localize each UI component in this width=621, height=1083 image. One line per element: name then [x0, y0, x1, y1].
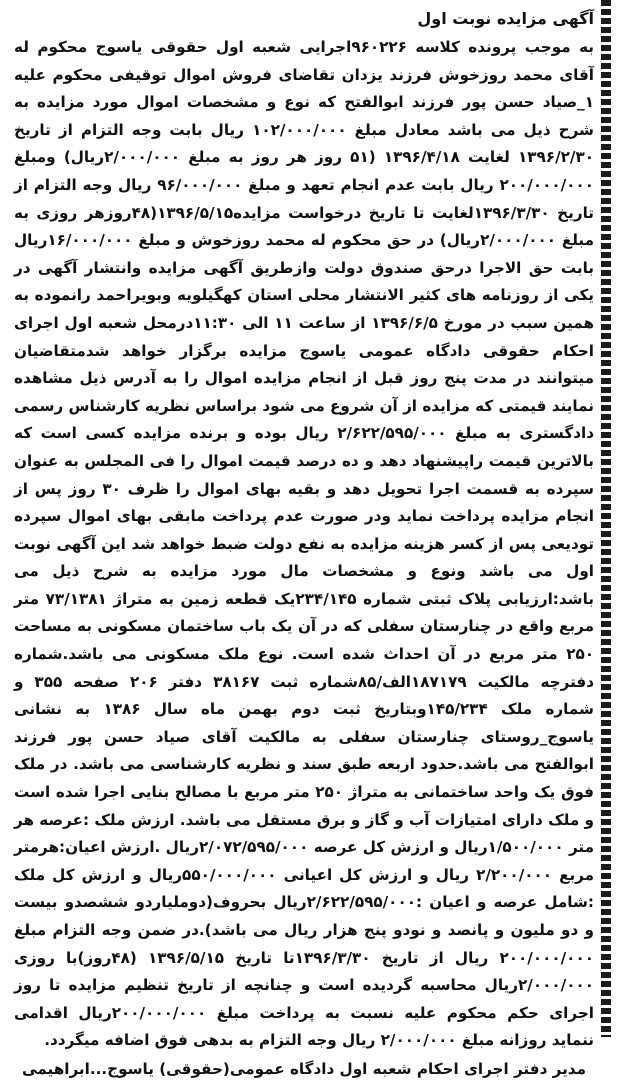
auction-notice — [14, 4, 595, 1078]
notice-body: به موجب پرونده کلاسه ۹۶۰۲۲۶اجرایی شعبه اول حقوقی یاسوج محکوم له آقای محمد روزخوش فرزند یزدان تقاضای فروش اموال توقیفی محکوم علیه ۱_صیاد حسن پور فرزند ابوالفتح که نوع و مشخصات اموال مورد مزایده به شرح ذیل می باشد معادل مبلغ ۱۰۲/۰۰۰/۰۰۰ ریال بابت وجه التزام از تاریخ ۱۳۹۶/۲/۳۰ لغایت ۱۳۹۶/۴/۱۸ (۵۱ روز هر روز به مبلغ ۲/۰۰۰/۰۰۰ریال) ومبلغ ۲۰۰/۰۰۰/۰۰۰ ریال بابت عدم انجام تعهد و مبلغ ۹۶/۰۰۰/۰۰۰ ریال وجه التزام از تاریخ ۱۳۹۶/۳/۳۰لغایت تا تاریخ درخواست مزایده۱۳۹۶/۵/۱۵(۴۸روزهر روزی به مبلغ ۲/۰۰۰/۰۰۰ریال) در حق محکوم له محمد روزخوش و مبلغ ۱۶/۰۰۰/۰۰۰ریال بابت حق الاجرا درحق صندوق دولت وازطریق آگهی مزایده وانتشار آگهی در یکی از روزنامه های کثیر الانتشار محلی استان کهگیلویه وبویراحمد رانموده به همین سبب در مورخ ۱۳۹۶/۶/۵ از ساعت ۱۱ الی ۱۱:۳۰درمحل شعبه اول اجرای احکام حقوقی دادگاه عمومی یاسوج مزایده برگزار خواهد شدمتقاضیان میتوانند در مدت پنج روز قبل از انجام مزایده اموال را به آدرس ذیل مشاهده نمایند قیمتی که مزایده از آن شروع می شود براساس نظریه کارشناس رسمی دادگستری به مبلغ ۲/۶۲۲/۵۹۵/۰۰۰ ریال بوده و برنده مزایده کسی است که بالاترین قیمت راپیشنهاد دهد و ده درصد قیمت اموال را فی المجلس به عنوان سپرده به قسمت اجرا تحویل دهد و بقیه بهای اموال را ظرف ۳۰ روز پس از انجام مزایده پرداخت نماید ودر صورت عدم پرداخت مابقی بهای اموال سپرده تودیعی پس از کسر هزینه مزایده به نفع دولت ضبط خواهد شد این آگهی نوبت اول می باشد ونوع و مشخصات مال مورد مزایده به شرح ذیل می باشد:ارزیابی پلاک ثبتی شماره ۲۳۴/۱۴۵یک قطعه زمین به متراژ ۷۳/۱۳۸۱ متر مربع واقع در چنارستان سفلی که در آن یک باب ساختمان مسکونی به مساحت ۲۵۰ متر مربع در آن احداث شده است. نوع ملک مسکونی می باشد.شماره دفترچه مالکیت ۱۸۷۱۷۹الف/۸۵شماره ثبت ۳۸۱۶۷ دفتر ۲۰۶ صفحه ۳۵۵ و شماره ملک ۱۴۵/۲۳۴وبتاریخ ثبت دوم بهمن ماه سال ۱۳۸۶ به نشانی یاسوج_روستای چنارستان سفلی به مالکیت آقای صیاد حسن پور فرزند ابوالفتح می باشد.حدود اربعه طبق سند و نظریه کارشناسی می باشد. در ملک فوق یک واحد ساختمانی به متراژ ۲۵۰ متر مربع با مصالح بنایی اجرا شده است و ملک دارای امتیازات آب و گاز و برق مستقل می باشد. ارزش ملک :عرصه هر متر ۱/۵۰۰/۰۰۰ریال و ارزش کل عرصه ۲/۰۷۲/۵۹۵/۰۰۰ریال .ارزش اعیان:هرمتر مربع ۲/۲۰۰/۰۰۰ ریال و ارزش کل اعیانی ۵۵۰/۰۰۰/۰۰۰ریال و ارزش کل ملک :شامل عرصه و اعیان :۲/۶۲۲/۵۹۵/۰۰۰ریال بحروف(دوملیاردو ششصدو بیست و دو ملیون و پانصد و نودو پنج هزار ریال می باشد).در ضمن وجه التزام مبلغ ۲۰۰/۰۰۰/۰۰۰ ریال از تاریخ ۱۳۹۶/۳/۳۰تا تاریخ ۱۳۹۶/۵/۱۵ (۴۸روز)با روزی ۲/۰۰۰/۰۰۰ریال محاسبه گردیده است و چنانچه از تاریخ تنظیم مزایده تا روز اجرای حکم محکوم علیه نسبت به پرداخت مبلغ ۲۰۰/۰۰۰/۰۰۰ریال اقدامی ننماید روزانه مبلغ ۲/۰۰۰/۰۰۰ ریال وجه التزام به بدهی فوق اضافه میگردد. — [14, 38, 595, 1050]
side-border-rule — [601, 0, 611, 1037]
notice-title: آگهی مزایده نوبت اول — [417, 9, 594, 28]
notice-signature: مدیر دفتر اجرای احکام شعبه اول دادگاه عمومی(حقوقی) یاسوج...ابراهیمی — [22, 1059, 586, 1078]
